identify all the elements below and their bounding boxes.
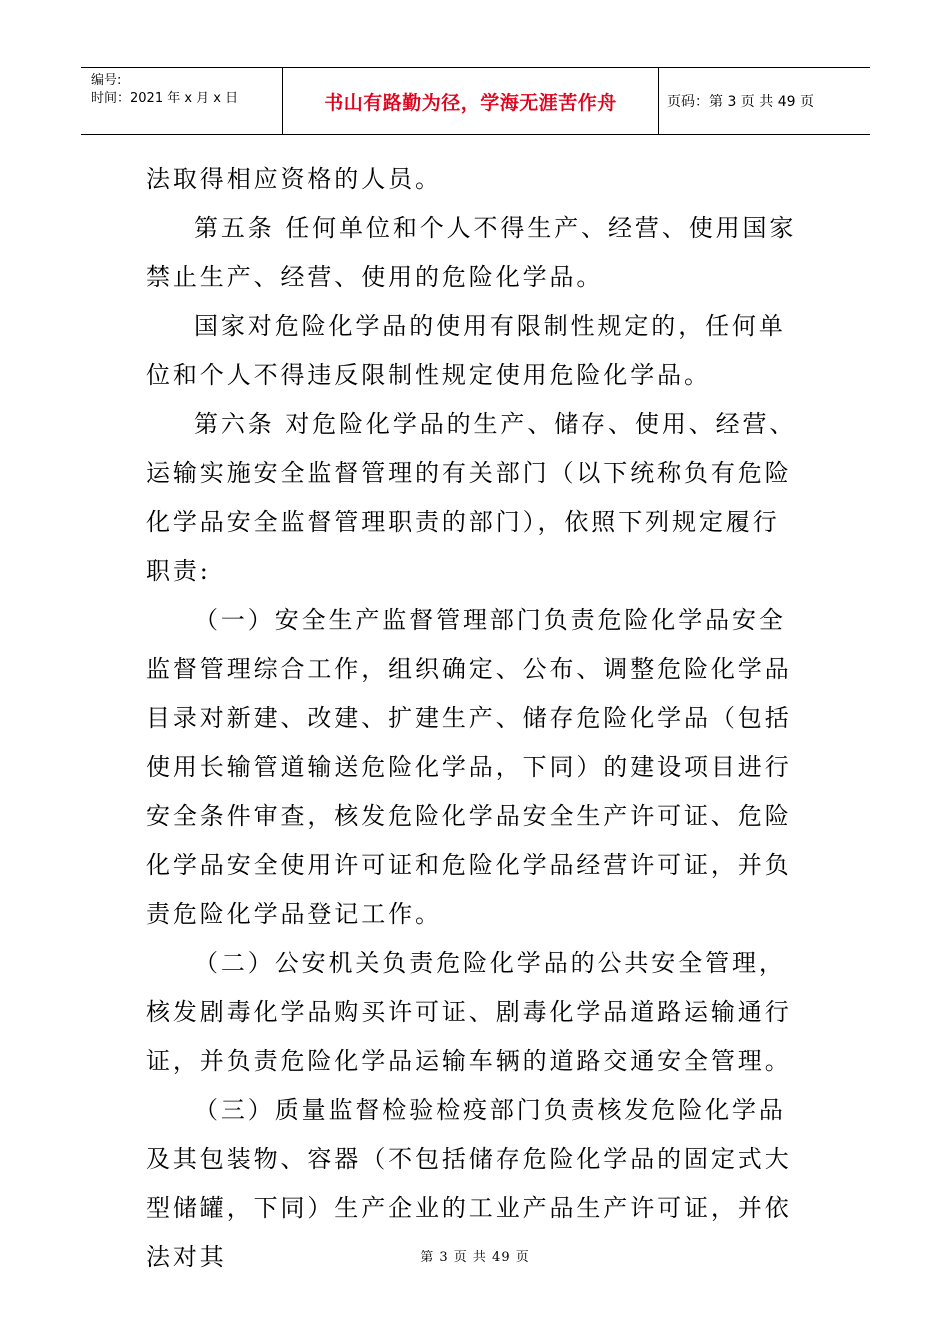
header-page-code: 页码：第 3 页 共 49 页	[667, 94, 814, 110]
paragraph: 国家对危险化学品的使用有限制性规定的，任何单位和个人不得违反限制性规定使用危险化学品。	[146, 312, 786, 389]
time-label: 时间：2021 年 x 月 x 日	[91, 91, 239, 106]
number-label: 编号:	[91, 73, 122, 88]
paragraph: （三）质量监督检验检疫部门负责核发危险化学品及其包装物、容器（不包括储存危险化学品的固定式大型储罐，下同）生产企业的工业产品生产许可证，并依法对其	[146, 1096, 792, 1271]
header-motto: 书山有路勤为径，学海无涯苦作舟	[283, 68, 659, 134]
paragraph: 第六条 对危险化学品的生产、储存、使用、经营、运输实施安全监督管理的有关部门（以下统称负有危险化学品安全监督管理职责的部门），依照下列规定履行职责:	[146, 410, 797, 585]
paragraph: （一）安全生产监督管理部门负责危险化学品安全监督管理综合工作，组织确定、公布、调整危险化学品目录对新建、改建、扩建生产、储存危险化学品（包括使用长输管道输送危险化学品，下同）的建设项目进行安全条件审查，核发危险化学品安全生产许可证、危险化学品安全使用许可证和危险化学品经营许可证，并负责危险化学品登记工作。	[146, 606, 792, 928]
header-meta	[81, 68, 283, 134]
page-footer: 第 3 页 共 49 页	[420, 1250, 530, 1265]
page-header	[81, 67, 870, 135]
paragraph: 第五条 任何单位和个人不得生产、经营、使用国家禁止生产、经营、使用的危险化学品。	[146, 214, 797, 291]
document-body	[146, 155, 806, 1282]
paragraph: 法取得相应资格的人员。	[146, 165, 442, 193]
paragraph: （二）公安机关负责危险化学品的公共安全管理，核发剧毒化学品购买许可证、剧毒化学品道路运输通行证，并负责危险化学品运输车辆的道路交通安全管理。	[146, 949, 792, 1075]
